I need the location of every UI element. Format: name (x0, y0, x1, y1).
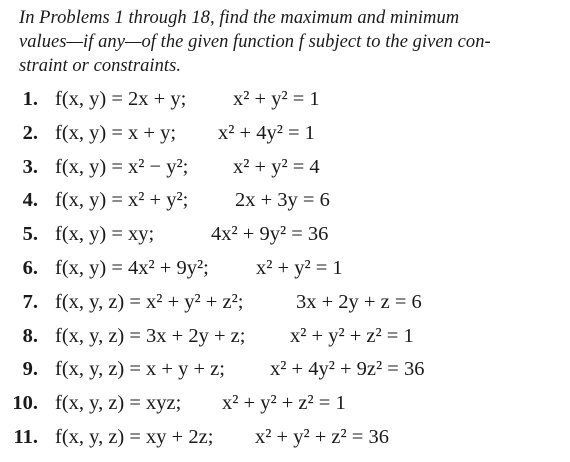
problem-item (0, 358, 570, 392)
problem-constraint: x² + y² + z² = 1 (290, 324, 414, 347)
problem-function: f(x, y) = x² + y²; (55, 189, 189, 212)
problem-function: f(x, y, z) = x + y + z; (55, 358, 225, 381)
problem-function: f(x, y, z) = x² + y² + z²; (55, 290, 244, 313)
problem-number: 10. (12, 392, 38, 415)
problem-function: f(x, y) = x² − y²; (55, 155, 189, 178)
problem-number: 3. (22, 155, 38, 178)
problem-constraint: x² + y² = 1 (233, 88, 320, 110)
problem-number: 7. (22, 290, 38, 313)
problem-constraint: x² + y² = 1 (256, 256, 343, 279)
problem-item (0, 392, 570, 426)
problem-constraint: 4x² + 9y² = 36 (211, 223, 329, 246)
problem-function: f(x, y) = 2x + y; (55, 88, 187, 110)
problem-constraint: x² + 4y² = 1 (218, 121, 315, 144)
problem-function: f(x, y, z) = xy + 2z; (55, 425, 214, 448)
problem-function: f(x, y) = xy; (55, 223, 155, 246)
problem-number: 2. (22, 121, 38, 144)
problem-constraint: x² + y² = 4 (233, 155, 320, 178)
problem-item (0, 156, 570, 190)
problem-number: 4. (22, 189, 38, 212)
problem-instructions (19, 6, 564, 78)
problem-number: 1. (22, 88, 38, 110)
problem-constraint: x² + y² + z² = 36 (255, 425, 389, 448)
problem-item (0, 189, 570, 223)
problem-item (0, 257, 570, 291)
problem-item (0, 291, 570, 325)
instructions-line: In Problems 1 through 18, find the maximum and minimum (19, 8, 460, 28)
problem-number: 9. (22, 358, 38, 381)
problem-function: f(x, y, z) = 3x + 2y + z; (55, 324, 246, 347)
problem-list (0, 88, 570, 460)
problem-number: 5. (22, 223, 38, 246)
problem-item (0, 223, 570, 257)
problem-item (0, 88, 570, 122)
problem-item (0, 426, 570, 460)
problem-constraint: 3x + 2y + z = 6 (296, 290, 422, 313)
instructions-line: values—if any—of the given function f subject to the given con- (19, 32, 491, 52)
problem-number: 8. (22, 324, 38, 347)
problem-item (0, 122, 570, 156)
problem-function: f(x, y) = x + y; (55, 121, 177, 144)
problem-number: 6. (22, 256, 38, 279)
problem-number: 11. (13, 425, 38, 448)
problem-function: f(x, y) = 4x² + 9y²; (55, 256, 209, 279)
problem-function: f(x, y, z) = xyz; (55, 392, 182, 415)
instructions-line: straint or constraints. (19, 56, 182, 76)
problem-constraint: 2x + 3y = 6 (235, 189, 330, 212)
problem-constraint: x² + y² + z² = 1 (222, 392, 346, 415)
problem-item (0, 325, 570, 359)
problem-constraint: x² + 4y² + 9z² = 36 (270, 358, 425, 381)
